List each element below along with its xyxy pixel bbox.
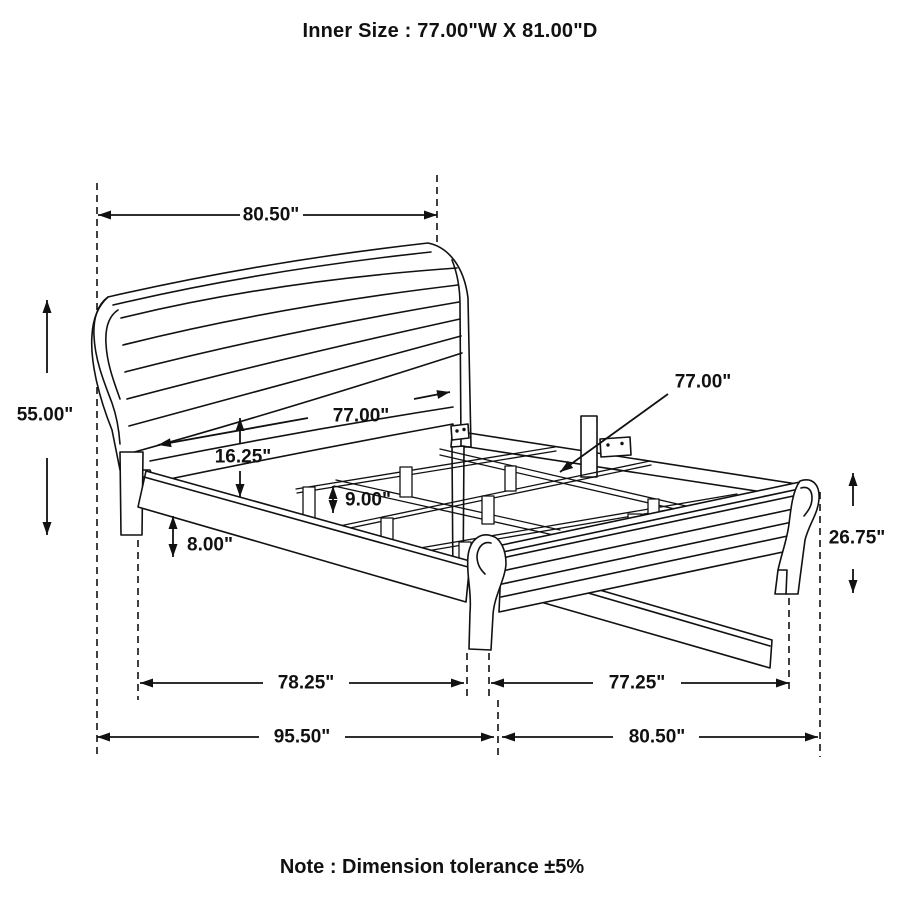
- dim-label-footboard-leg-span: 77.25": [608, 672, 666, 694]
- rail-bracket: [451, 424, 469, 440]
- headboard-front-leg: [120, 452, 143, 535]
- dim-label-headboard-panel-inset: 16.25": [214, 446, 272, 468]
- dim-headboard-height: [17, 300, 74, 535]
- dim-label-footboard-width: 80.50": [628, 726, 686, 748]
- dim-label-inner-depth: 78.25": [277, 672, 335, 694]
- dim-label-inner-width: 77.00": [332, 405, 390, 427]
- dim-footboard-height: [829, 473, 886, 593]
- dim-label-footboard-height: 26.75": [828, 527, 886, 549]
- dim-label-headboard-height: 55.00": [16, 404, 74, 426]
- dim-slat-leg-height: [333, 486, 391, 513]
- dim-label-slat-length: 77.00": [674, 371, 732, 393]
- dim-label-headboard-width: 80.50": [242, 204, 300, 226]
- dim-overall-depth: [97, 727, 494, 748]
- tolerance-note: Note : Dimension tolerance ±5%: [279, 856, 585, 878]
- dim-label-rail-clearance: 8.00": [187, 534, 233, 556]
- dim-headboard-width: [98, 205, 437, 226]
- inner-size-title: Inner Size : 77.00"W X 81.00"D: [302, 20, 598, 42]
- dim-footboard-leg-span: [491, 673, 789, 694]
- dim-inner-depth: [140, 673, 464, 694]
- dim-footboard-width: [502, 727, 818, 748]
- dim-label-overall-depth: 95.50": [273, 726, 331, 748]
- dim-label-slat-leg-height: 9.00": [345, 489, 391, 511]
